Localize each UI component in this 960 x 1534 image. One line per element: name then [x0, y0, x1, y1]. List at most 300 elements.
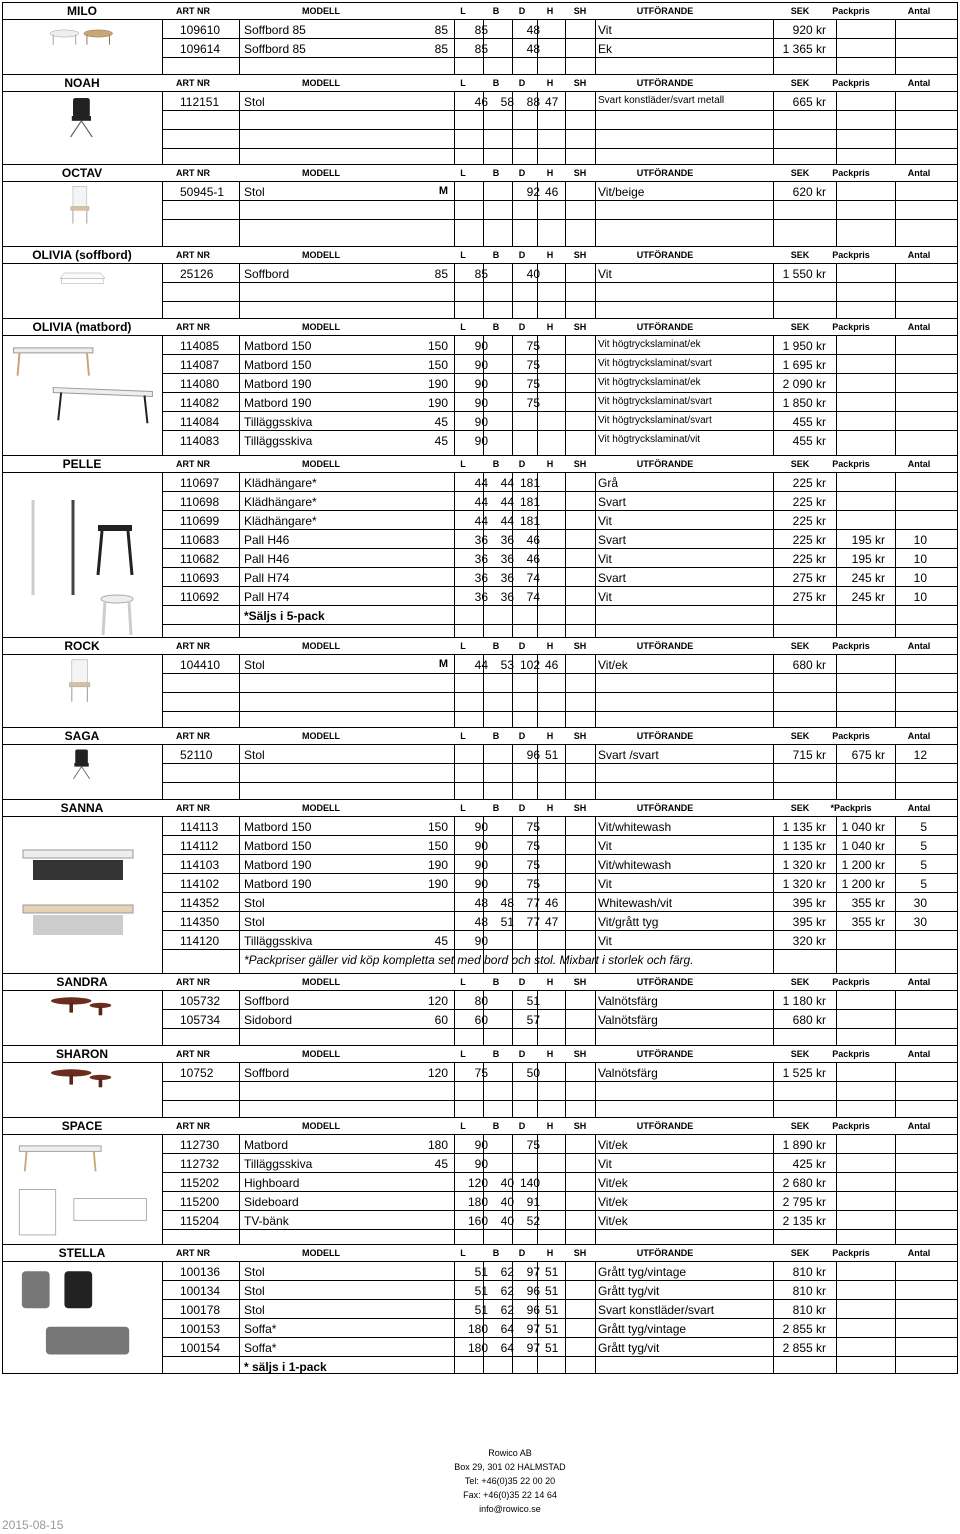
column-header-art-nr: ART NR — [176, 1248, 210, 1258]
empty-row — [162, 674, 957, 693]
table-row — [162, 836, 957, 855]
section-header — [3, 1245, 957, 1262]
cell-antal: 30 — [913, 915, 927, 929]
table-row — [162, 492, 957, 511]
column-header-antal: Antal — [907, 1049, 931, 1059]
column-header-packpris: Packpris — [832, 1049, 870, 1059]
product-image — [3, 182, 161, 246]
cell-antal: 5 — [920, 858, 927, 872]
column-header-utforande: UTFÖRANDE — [636, 250, 694, 260]
section-title: OCTAV — [61, 166, 103, 180]
table-row — [162, 431, 957, 449]
product-rows — [162, 655, 957, 727]
column-header-modell: MODELL — [302, 459, 340, 469]
product-image — [3, 1135, 161, 1244]
column-header-sh: SH — [573, 168, 587, 178]
section-header — [3, 638, 957, 655]
product-rows — [162, 182, 957, 246]
product-image — [3, 817, 161, 973]
column-header-packpris: Packpris — [832, 322, 870, 332]
table-row — [162, 549, 957, 568]
column-header-modell: MODELL — [302, 977, 340, 987]
cell-b: 90 — [474, 339, 488, 353]
column-header-antal: Antal — [907, 1248, 931, 1258]
cell-art: 105734 — [180, 1013, 221, 1027]
empty-row — [162, 1101, 957, 1116]
cell-sek: 1 695 kr — [782, 358, 826, 372]
product-image — [3, 745, 161, 799]
cell-b: 36 — [474, 571, 488, 585]
cell-b: 48 — [474, 915, 488, 929]
cell-d: 64 — [500, 1341, 514, 1355]
cell-art: 112730 — [180, 1138, 220, 1152]
cell-model: Pall H46 — [244, 552, 290, 566]
cell-l: 45 — [434, 415, 448, 429]
column-header-d: D — [518, 1121, 526, 1131]
column-header-sek: SEK — [790, 977, 810, 987]
cell-sek: 1 950 kr — [782, 339, 826, 353]
cell-model: Soffbord — [244, 1066, 290, 1080]
cell-d: 44 — [500, 476, 514, 490]
column-header-l: L — [460, 731, 466, 741]
cell-b: 44 — [474, 514, 488, 528]
cell-h: 181 — [519, 514, 540, 528]
cell-utf: Svart konstläder/svart metall — [598, 95, 725, 106]
cell-art: 112151 — [180, 95, 220, 109]
cell-art: 114102 — [180, 877, 220, 891]
cell-antal: 5 — [920, 877, 927, 891]
cell-d: 62 — [500, 1265, 514, 1279]
empty-row — [162, 220, 957, 238]
product-image — [3, 264, 161, 318]
column-header-art-nr: ART NR — [176, 168, 210, 178]
cell-sek: 2 855 kr — [782, 1322, 826, 1336]
table-row — [162, 991, 957, 1010]
cell-pack: 245 kr — [851, 590, 885, 604]
table-row — [162, 1173, 957, 1192]
column-header-l: L — [460, 803, 466, 813]
column-header-b: B — [492, 731, 500, 741]
cell-art: 114085 — [180, 339, 220, 353]
product-image — [3, 991, 161, 1045]
cell-l: 190 — [427, 396, 448, 410]
column-header-sek: SEK — [790, 803, 810, 813]
column-header-sh: SH — [573, 6, 587, 16]
column-header-sh: SH — [573, 1049, 587, 1059]
column-header-h: H — [546, 78, 554, 88]
column-header-b: B — [492, 1121, 500, 1131]
column-header-art-nr: ART NR — [176, 731, 210, 741]
column-header-b: B — [492, 641, 500, 651]
product-rows — [162, 264, 957, 318]
cell-sek: 455 kr — [792, 415, 826, 429]
column-header-sh: SH — [573, 250, 587, 260]
cell-sh: 46 — [545, 896, 559, 910]
cell-art: 100136 — [180, 1265, 221, 1279]
cell-sek: 810 kr — [792, 1265, 826, 1279]
cell-utf: Svart — [598, 571, 627, 585]
cell-b: 120 — [467, 1176, 488, 1190]
cell-h: 75 — [526, 396, 540, 410]
column-header-sh: SH — [573, 977, 587, 987]
cell-art: 114103 — [180, 858, 220, 872]
product-image — [3, 473, 161, 637]
empty-row — [162, 764, 957, 783]
column-header-packpris: Packpris — [832, 731, 870, 741]
cell-utf: Vit/ek — [598, 1214, 628, 1228]
cell-sek: 2 680 kr — [782, 1176, 826, 1190]
cell-b: 80 — [474, 994, 488, 1008]
cell-antal: 10 — [913, 571, 927, 585]
column-header-sek: SEK — [790, 1121, 810, 1131]
cell-h: 50 — [526, 1066, 540, 1080]
table-row — [162, 1281, 957, 1300]
cell-model: Tilläggsskiva — [244, 415, 313, 429]
cell-d: 48 — [500, 896, 514, 910]
cell-utf: Vit/grått tyg — [598, 915, 659, 929]
column-header-antal: Antal — [907, 78, 931, 88]
column-header-b: B — [492, 78, 500, 88]
cell-art: 114087 — [180, 358, 220, 372]
table-row — [162, 92, 957, 111]
table-row — [162, 39, 957, 58]
table-row — [162, 1319, 957, 1338]
cell-sek: 2 795 kr — [782, 1195, 826, 1209]
cell-art: 114352 — [180, 896, 220, 910]
column-header-h: H — [546, 1049, 554, 1059]
cell-l: 150 — [427, 839, 448, 853]
cell-sek: 1 550 kr — [782, 267, 826, 281]
section-header — [3, 1046, 957, 1063]
column-header-b: B — [492, 459, 500, 469]
cell-b: 44 — [474, 658, 488, 672]
section-note-row — [162, 950, 957, 968]
column-header-d: D — [518, 641, 526, 651]
cell-sek: 1 890 kr — [782, 1138, 826, 1152]
section-title: SANNA — [60, 801, 104, 815]
cell-d: 40 — [500, 1176, 514, 1190]
cell-utf: Vit — [598, 1157, 612, 1171]
empty-row — [162, 783, 957, 798]
cell-art: 114120 — [180, 934, 220, 948]
cell-art: 114084 — [180, 415, 220, 429]
cell-b: 51 — [474, 1265, 488, 1279]
cell-h: 75 — [526, 339, 540, 353]
cell-utf: Svart /svart — [598, 748, 659, 762]
column-header-modell: MODELL — [302, 168, 340, 178]
cell-utf: Whitewash/vit — [598, 896, 673, 910]
cell-l: 60 — [434, 1013, 448, 1027]
cell-art: 109614 — [180, 42, 221, 56]
cell-sek: 1 850 kr — [782, 396, 826, 410]
cell-utf: Vit — [598, 23, 612, 37]
table-row — [162, 20, 957, 39]
cell-model: Stol — [244, 748, 265, 762]
cell-utf: Grått tyg/vit — [598, 1341, 660, 1355]
cell-sek: 2 135 kr — [782, 1214, 826, 1228]
cell-model: Soffbord 85 — [244, 42, 306, 56]
cell-model: Soffbord 85 — [244, 23, 306, 37]
cell-h: 92 — [526, 185, 540, 199]
cell-h: 52 — [526, 1214, 540, 1228]
cell-sek: 275 kr — [792, 590, 826, 604]
cell-h: 75 — [526, 377, 540, 391]
cell-pack: 355 kr — [851, 915, 885, 929]
product-image — [3, 1262, 161, 1373]
empty-row — [162, 201, 957, 220]
cell-h: 75 — [526, 1138, 540, 1152]
column-header-utforande: UTFÖRANDE — [636, 459, 694, 469]
column-header-l: L — [460, 641, 466, 651]
column-header-b: B — [492, 322, 500, 332]
cell-utf: Vit — [598, 514, 612, 528]
cell-model: Klädhängare* — [244, 476, 317, 490]
product-rows — [162, 1063, 957, 1117]
cell-utf: Vit/beige — [598, 185, 645, 199]
column-header-d: D — [518, 1049, 526, 1059]
column-header-sek: SEK — [790, 1248, 810, 1258]
cell-model: Soffa* — [244, 1322, 277, 1336]
cell-b: 90 — [474, 1138, 488, 1152]
cell-b: 90 — [474, 839, 488, 853]
cell-b: 90 — [474, 415, 488, 429]
cell-sh: 51 — [545, 1341, 559, 1355]
cell-model: Matbord — [244, 1138, 289, 1152]
cell-model: Matbord 150 — [244, 358, 312, 372]
cell-art: 50945-1 — [180, 185, 225, 199]
table-row — [162, 264, 957, 283]
section-note-row — [162, 606, 957, 625]
cell-sek: 920 kr — [792, 23, 826, 37]
section-header — [3, 1118, 957, 1135]
section-noah — [2, 74, 958, 164]
cell-h: 96 — [526, 1303, 540, 1317]
section-title: SPACE — [61, 1119, 103, 1133]
cell-l: 150 — [427, 358, 448, 372]
cell-sh: 51 — [545, 1265, 559, 1279]
cell-h: 88 — [526, 95, 540, 109]
cell-art: 114350 — [180, 915, 220, 929]
section-title: SANDRA — [56, 975, 108, 989]
column-header-d: D — [518, 322, 526, 332]
empty-row — [162, 1029, 957, 1044]
cell-h: 97 — [526, 1322, 540, 1336]
cell-model: Pall H46 — [244, 533, 290, 547]
cell-model: Tilläggsskiva — [244, 434, 313, 448]
cell-d: 36 — [500, 571, 514, 585]
cell-art: 100153 — [180, 1322, 221, 1336]
section-header — [3, 728, 957, 745]
cell-b: 44 — [474, 495, 488, 509]
column-header-modell: MODELL — [302, 78, 340, 88]
column-header-sek: SEK — [790, 78, 810, 88]
cell-model: Highboard — [244, 1176, 300, 1190]
section-stella — [2, 1244, 958, 1374]
cell-l: 120 — [427, 994, 448, 1008]
cell-antal: 12 — [913, 748, 927, 762]
table-row — [162, 893, 957, 912]
cell-sek: 665 kr — [792, 95, 826, 109]
empty-row — [162, 283, 957, 302]
cell-d: 64 — [500, 1322, 514, 1336]
cell-utf: Vit/whitewash — [598, 858, 672, 872]
cell-b: 90 — [474, 396, 488, 410]
cell-model: Stol — [244, 185, 265, 199]
cell-sek: 395 kr — [792, 896, 826, 910]
column-header-l: L — [460, 1049, 466, 1059]
column-header-d: D — [518, 731, 526, 741]
cell-model: Stol — [244, 1284, 265, 1298]
cell-b: 75 — [474, 1066, 488, 1080]
company-address: Box 29, 301 02 HALMSTAD — [454, 1462, 566, 1472]
section-title: SAGA — [64, 729, 100, 743]
cell-sek: 1 320 kr — [782, 858, 826, 872]
cell-sek: 680 kr — [792, 658, 826, 672]
column-header-modell: MODELL — [302, 803, 340, 813]
section-olivia-matbord — [2, 318, 958, 455]
company-email[interactable]: info@rowico.se — [479, 1504, 541, 1514]
cell-model: Matbord 150 — [244, 839, 312, 853]
cell-art: 110692 — [180, 590, 220, 604]
cell-b: 90 — [474, 358, 488, 372]
cell-sek: 715 kr — [792, 748, 826, 762]
table-row — [162, 745, 957, 764]
cell-pack: 1 200 kr — [841, 877, 885, 891]
cell-art: 114113 — [180, 820, 219, 834]
table-row — [162, 568, 957, 587]
section-title: OLIVIA (soffbord) — [32, 248, 132, 262]
cell-model: Matbord 150 — [244, 339, 312, 353]
cell-utf: Vit/ek — [598, 658, 628, 672]
cell-h: 46 — [526, 533, 540, 547]
cell-sek: 1 320 kr — [782, 877, 826, 891]
column-header-modell: MODELL — [302, 731, 340, 741]
cell-sek: 225 kr — [792, 533, 826, 547]
cell-pack: 1 040 kr — [841, 820, 885, 834]
cell-utf: Vit högtryckslaminat/vit — [598, 434, 701, 445]
table-row — [162, 530, 957, 549]
product-rows — [162, 991, 957, 1045]
column-header-h: H — [546, 1248, 554, 1258]
cell-b: 90 — [474, 934, 488, 948]
cell-sek: 2 090 kr — [782, 377, 826, 391]
cell-sek: 320 kr — [792, 934, 826, 948]
cell-utf: Grå — [598, 476, 619, 490]
column-header-packpris: Packpris — [832, 1121, 870, 1131]
cell-h: 75 — [526, 877, 540, 891]
table-row — [162, 1262, 957, 1281]
column-header-utforande: UTFÖRANDE — [636, 641, 694, 651]
section-space — [2, 1117, 958, 1244]
cell-sh: 51 — [545, 1284, 559, 1298]
column-header-sek: SEK — [790, 6, 810, 16]
cell-model: Sideboard — [244, 1195, 299, 1209]
column-header-antal: Antal — [907, 803, 931, 813]
section-title: OLIVIA (matbord) — [32, 320, 132, 334]
column-header-utforande: UTFÖRANDE — [636, 168, 694, 178]
cell-art: 10752 — [180, 1066, 214, 1080]
product-image — [3, 336, 161, 455]
cell-antal: 30 — [913, 896, 927, 910]
column-header-d: D — [518, 78, 526, 88]
column-header-l: L — [460, 1248, 466, 1258]
price-list — [2, 2, 958, 1374]
cell-sek: 1 135 kr — [782, 839, 826, 853]
cell-sek: 620 kr — [792, 185, 826, 199]
cell-sh: 46 — [545, 658, 559, 672]
table-row — [162, 1300, 957, 1319]
cell-l: 85 — [434, 42, 448, 56]
cell-utf: Vit högtryckslaminat/svart — [598, 396, 712, 407]
column-header-utforande: UTFÖRANDE — [636, 6, 694, 16]
cell-sek: 810 kr — [792, 1284, 826, 1298]
cell-b: 36 — [474, 590, 488, 604]
cell-antal: 10 — [913, 552, 927, 566]
cell-h: 91 — [526, 1195, 540, 1209]
empty-row — [162, 302, 957, 317]
table-row — [162, 393, 957, 412]
cell-l: M — [438, 185, 448, 197]
cell-h: 181 — [519, 476, 540, 490]
cell-utf: Vit/ek — [598, 1138, 628, 1152]
table-row — [162, 1338, 957, 1357]
cell-sh: 51 — [545, 1303, 559, 1317]
column-header-h: H — [546, 6, 554, 16]
cell-l: 150 — [427, 339, 448, 353]
cell-l: 85 — [434, 267, 448, 281]
cell-b: 85 — [474, 42, 488, 56]
cell-sek: 1 525 kr — [782, 1066, 826, 1080]
cell-d: 62 — [500, 1284, 514, 1298]
cell-sh: 46 — [545, 185, 559, 199]
cell-b: 180 — [467, 1322, 488, 1336]
column-header-h: H — [546, 168, 554, 178]
section-header — [3, 247, 957, 264]
cell-utf: Vit högtryckslaminat/ek — [598, 339, 701, 350]
cell-sek: 2 855 kr — [782, 1341, 826, 1355]
column-header-modell: MODELL — [302, 641, 340, 651]
cell-b: 160 — [467, 1214, 488, 1228]
cell-b: 90 — [474, 858, 488, 872]
cell-b: 90 — [474, 1157, 488, 1171]
company-footer — [400, 1446, 620, 1516]
column-header-sek: SEK — [790, 322, 810, 332]
cell-sek: 455 kr — [792, 434, 826, 448]
section-note-row — [162, 1357, 957, 1375]
table-row — [162, 817, 957, 836]
cell-b: 51 — [474, 1284, 488, 1298]
cell-h: 48 — [526, 23, 540, 37]
company-name: Rowico AB — [488, 1448, 532, 1458]
cell-art: 112732 — [180, 1157, 220, 1171]
column-header-antal: Antal — [907, 6, 931, 16]
product-image — [3, 1063, 161, 1117]
column-header-utforande: UTFÖRANDE — [636, 1248, 694, 1258]
column-header-antal: Antal — [907, 250, 931, 260]
cell-sek: 225 kr — [792, 476, 826, 490]
product-rows — [162, 20, 957, 74]
print-date: 2015-08-15 — [2, 1518, 64, 1532]
cell-sek: 1 135 kr — [782, 820, 826, 834]
cell-d: 40 — [500, 1214, 514, 1228]
cell-utf: Vit högtryckslaminat/svart — [598, 415, 712, 426]
table-row — [162, 587, 957, 606]
empty-row — [162, 712, 957, 726]
column-header-d: D — [518, 250, 526, 260]
section-header — [3, 800, 957, 817]
column-header-art-nr: ART NR — [176, 459, 210, 469]
cell-b: 36 — [474, 552, 488, 566]
